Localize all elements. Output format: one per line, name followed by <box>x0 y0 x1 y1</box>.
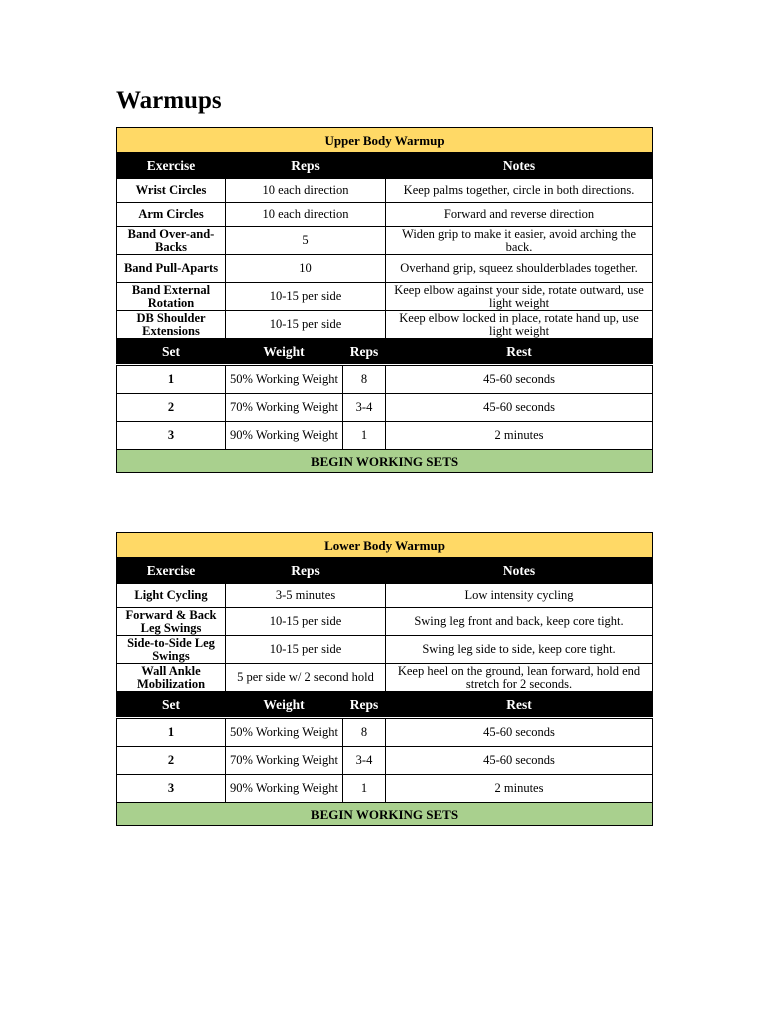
set-reps: 3-4 <box>343 747 386 775</box>
exercise-row <box>117 584 653 608</box>
exercise-reps: 10 each direction <box>226 203 386 227</box>
set-row <box>117 422 653 450</box>
set-reps: 3-4 <box>343 394 386 422</box>
exercise-reps: 10-15 per side <box>226 636 386 664</box>
exercise-reps: 3-5 minutes <box>226 584 386 608</box>
set-weight: 50% Working Weight <box>226 718 343 747</box>
exercise-name: DB Shoulder Extensions <box>117 311 226 339</box>
exercise-name: Wrist Circles <box>117 179 226 203</box>
exercise-name: Wall Ankle Mobilization <box>117 664 226 692</box>
exercise-reps: 5 per side w/ 2 second hold <box>226 664 386 692</box>
column-header-set: Set <box>117 692 226 718</box>
exercise-row <box>117 179 653 203</box>
set-weight: 90% Working Weight <box>226 775 343 803</box>
exercise-name: Forward & Back Leg Swings <box>117 608 226 636</box>
exercise-name: Band Pull-Aparts <box>117 255 226 283</box>
set-row <box>117 365 653 394</box>
set-rest: 45-60 seconds <box>386 718 653 747</box>
column-header-rest: Rest <box>386 339 653 365</box>
set-rest: 45-60 seconds <box>386 365 653 394</box>
set-weight: 90% Working Weight <box>226 422 343 450</box>
column-header-set-reps: Reps <box>343 339 386 365</box>
column-header-weight: Weight <box>226 692 343 718</box>
column-header-rest: Rest <box>386 692 653 718</box>
exercise-row <box>117 227 653 255</box>
exercise-name: Band External Rotation <box>117 283 226 311</box>
exercise-notes: Swing leg front and back, keep core tight. <box>386 608 653 636</box>
exercise-notes: Low intensity cycling <box>386 584 653 608</box>
exercise-row <box>117 636 653 664</box>
exercise-notes: Widen grip to make it easier, avoid arching the back. <box>386 227 653 255</box>
exercise-notes: Overhand grip, squeez shoulderblades together. <box>386 255 653 283</box>
set-reps: 8 <box>343 718 386 747</box>
set-rest: 45-60 seconds <box>386 747 653 775</box>
lower-body-warmup-section <box>116 532 652 826</box>
exercise-name: Side-to-Side Leg Swings <box>117 636 226 664</box>
exercise-row <box>117 283 653 311</box>
column-header-notes: Notes <box>386 153 653 179</box>
exercise-reps: 10-15 per side <box>226 311 386 339</box>
set-row <box>117 747 653 775</box>
table-title: Upper Body Warmup <box>117 128 653 153</box>
begin-working-sets-banner: BEGIN WORKING SETS <box>117 450 653 473</box>
column-header-weight: Weight <box>226 339 343 365</box>
set-number: 2 <box>117 394 226 422</box>
column-header-set-reps: Reps <box>343 692 386 718</box>
lower-body-warmup-table <box>116 532 653 826</box>
page-title: Warmups <box>116 87 222 114</box>
exercise-notes: Keep elbow locked in place, rotate hand up, use light weight <box>386 311 653 339</box>
column-header-exercise: Exercise <box>117 558 226 584</box>
exercise-notes: Keep palms together, circle in both directions. <box>386 179 653 203</box>
exercise-notes: Keep elbow against your side, rotate outward, use light weight <box>386 283 653 311</box>
exercise-reps: 5 <box>226 227 386 255</box>
exercise-row <box>117 608 653 636</box>
exercise-row <box>117 664 653 692</box>
exercise-row <box>117 255 653 283</box>
column-header-set: Set <box>117 339 226 365</box>
set-number: 1 <box>117 365 226 394</box>
column-header-reps: Reps <box>226 153 386 179</box>
begin-working-sets-banner: BEGIN WORKING SETS <box>117 803 653 826</box>
exercise-notes: Swing leg side to side, keep core tight. <box>386 636 653 664</box>
set-weight: 70% Working Weight <box>226 747 343 775</box>
set-row <box>117 775 653 803</box>
set-reps: 1 <box>343 775 386 803</box>
exercise-reps: 10 <box>226 255 386 283</box>
set-row <box>117 718 653 747</box>
set-rest: 45-60 seconds <box>386 394 653 422</box>
set-number: 1 <box>117 718 226 747</box>
table-title: Lower Body Warmup <box>117 533 653 558</box>
exercise-reps: 10-15 per side <box>226 283 386 311</box>
set-reps: 8 <box>343 365 386 394</box>
set-rest: 2 minutes <box>386 422 653 450</box>
upper-body-warmup-section <box>116 127 652 473</box>
exercise-name: Arm Circles <box>117 203 226 227</box>
upper-body-warmup-table <box>116 127 653 473</box>
exercise-reps: 10-15 per side <box>226 608 386 636</box>
exercise-reps: 10 each direction <box>226 179 386 203</box>
exercise-name: Light Cycling <box>117 584 226 608</box>
set-number: 2 <box>117 747 226 775</box>
set-rest: 2 minutes <box>386 775 653 803</box>
column-header-exercise: Exercise <box>117 153 226 179</box>
exercise-name: Band Over-and-Backs <box>117 227 226 255</box>
set-number: 3 <box>117 775 226 803</box>
column-header-reps: Reps <box>226 558 386 584</box>
exercise-notes: Keep heel on the ground, lean forward, hold end stretch for 2 seconds. <box>386 664 653 692</box>
set-reps: 1 <box>343 422 386 450</box>
set-weight: 70% Working Weight <box>226 394 343 422</box>
column-header-notes: Notes <box>386 558 653 584</box>
exercise-row <box>117 203 653 227</box>
exercise-notes: Forward and reverse direction <box>386 203 653 227</box>
set-row <box>117 394 653 422</box>
set-number: 3 <box>117 422 226 450</box>
exercise-row <box>117 311 653 339</box>
set-weight: 50% Working Weight <box>226 365 343 394</box>
